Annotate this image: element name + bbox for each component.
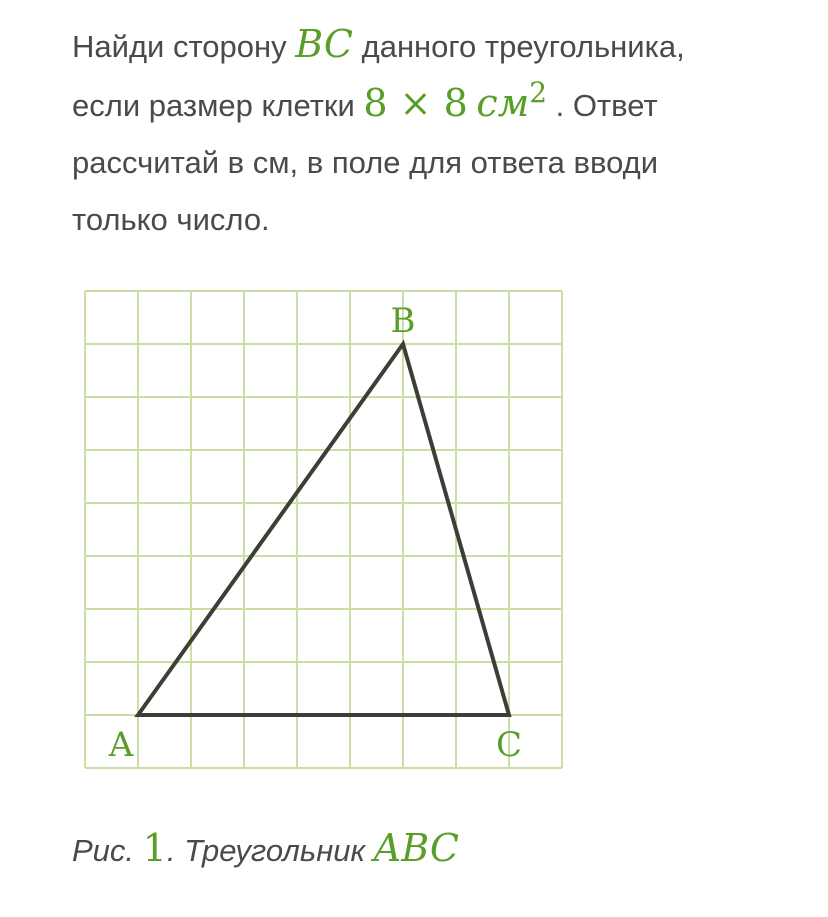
vertex-label-c: C [495, 725, 523, 765]
figure-caption [72, 826, 459, 870]
problem-line-4: только число. [72, 202, 270, 237]
problem-line-1-suffix: данного треугольника, [353, 29, 685, 64]
caption-triangle-name: ABC [373, 826, 459, 870]
side-name: BC [295, 22, 353, 66]
problem-line-2-prefix: если размер клетки [72, 88, 364, 123]
triangle-abc [138, 344, 509, 715]
cell-size: 8 × 8 [363, 81, 468, 125]
problem-line-3: рассчитай в см, в поле для ответа вводи [72, 145, 659, 180]
problem-line-1-prefix: Найди сторону [72, 29, 296, 64]
vertex-labels [108, 301, 522, 765]
cell-unit: см [476, 81, 530, 125]
caption-middle: . Треугольник [166, 833, 374, 868]
caption-number: 1 [142, 826, 167, 870]
vertex-label-a: A [108, 725, 134, 765]
caption-prefix: Рис. [72, 833, 143, 868]
grid [85, 291, 562, 768]
cell-exponent: 2 [529, 76, 548, 109]
problem-line-2-suffix: . Ответ [547, 88, 658, 123]
vertex-label-b: B [390, 301, 416, 341]
